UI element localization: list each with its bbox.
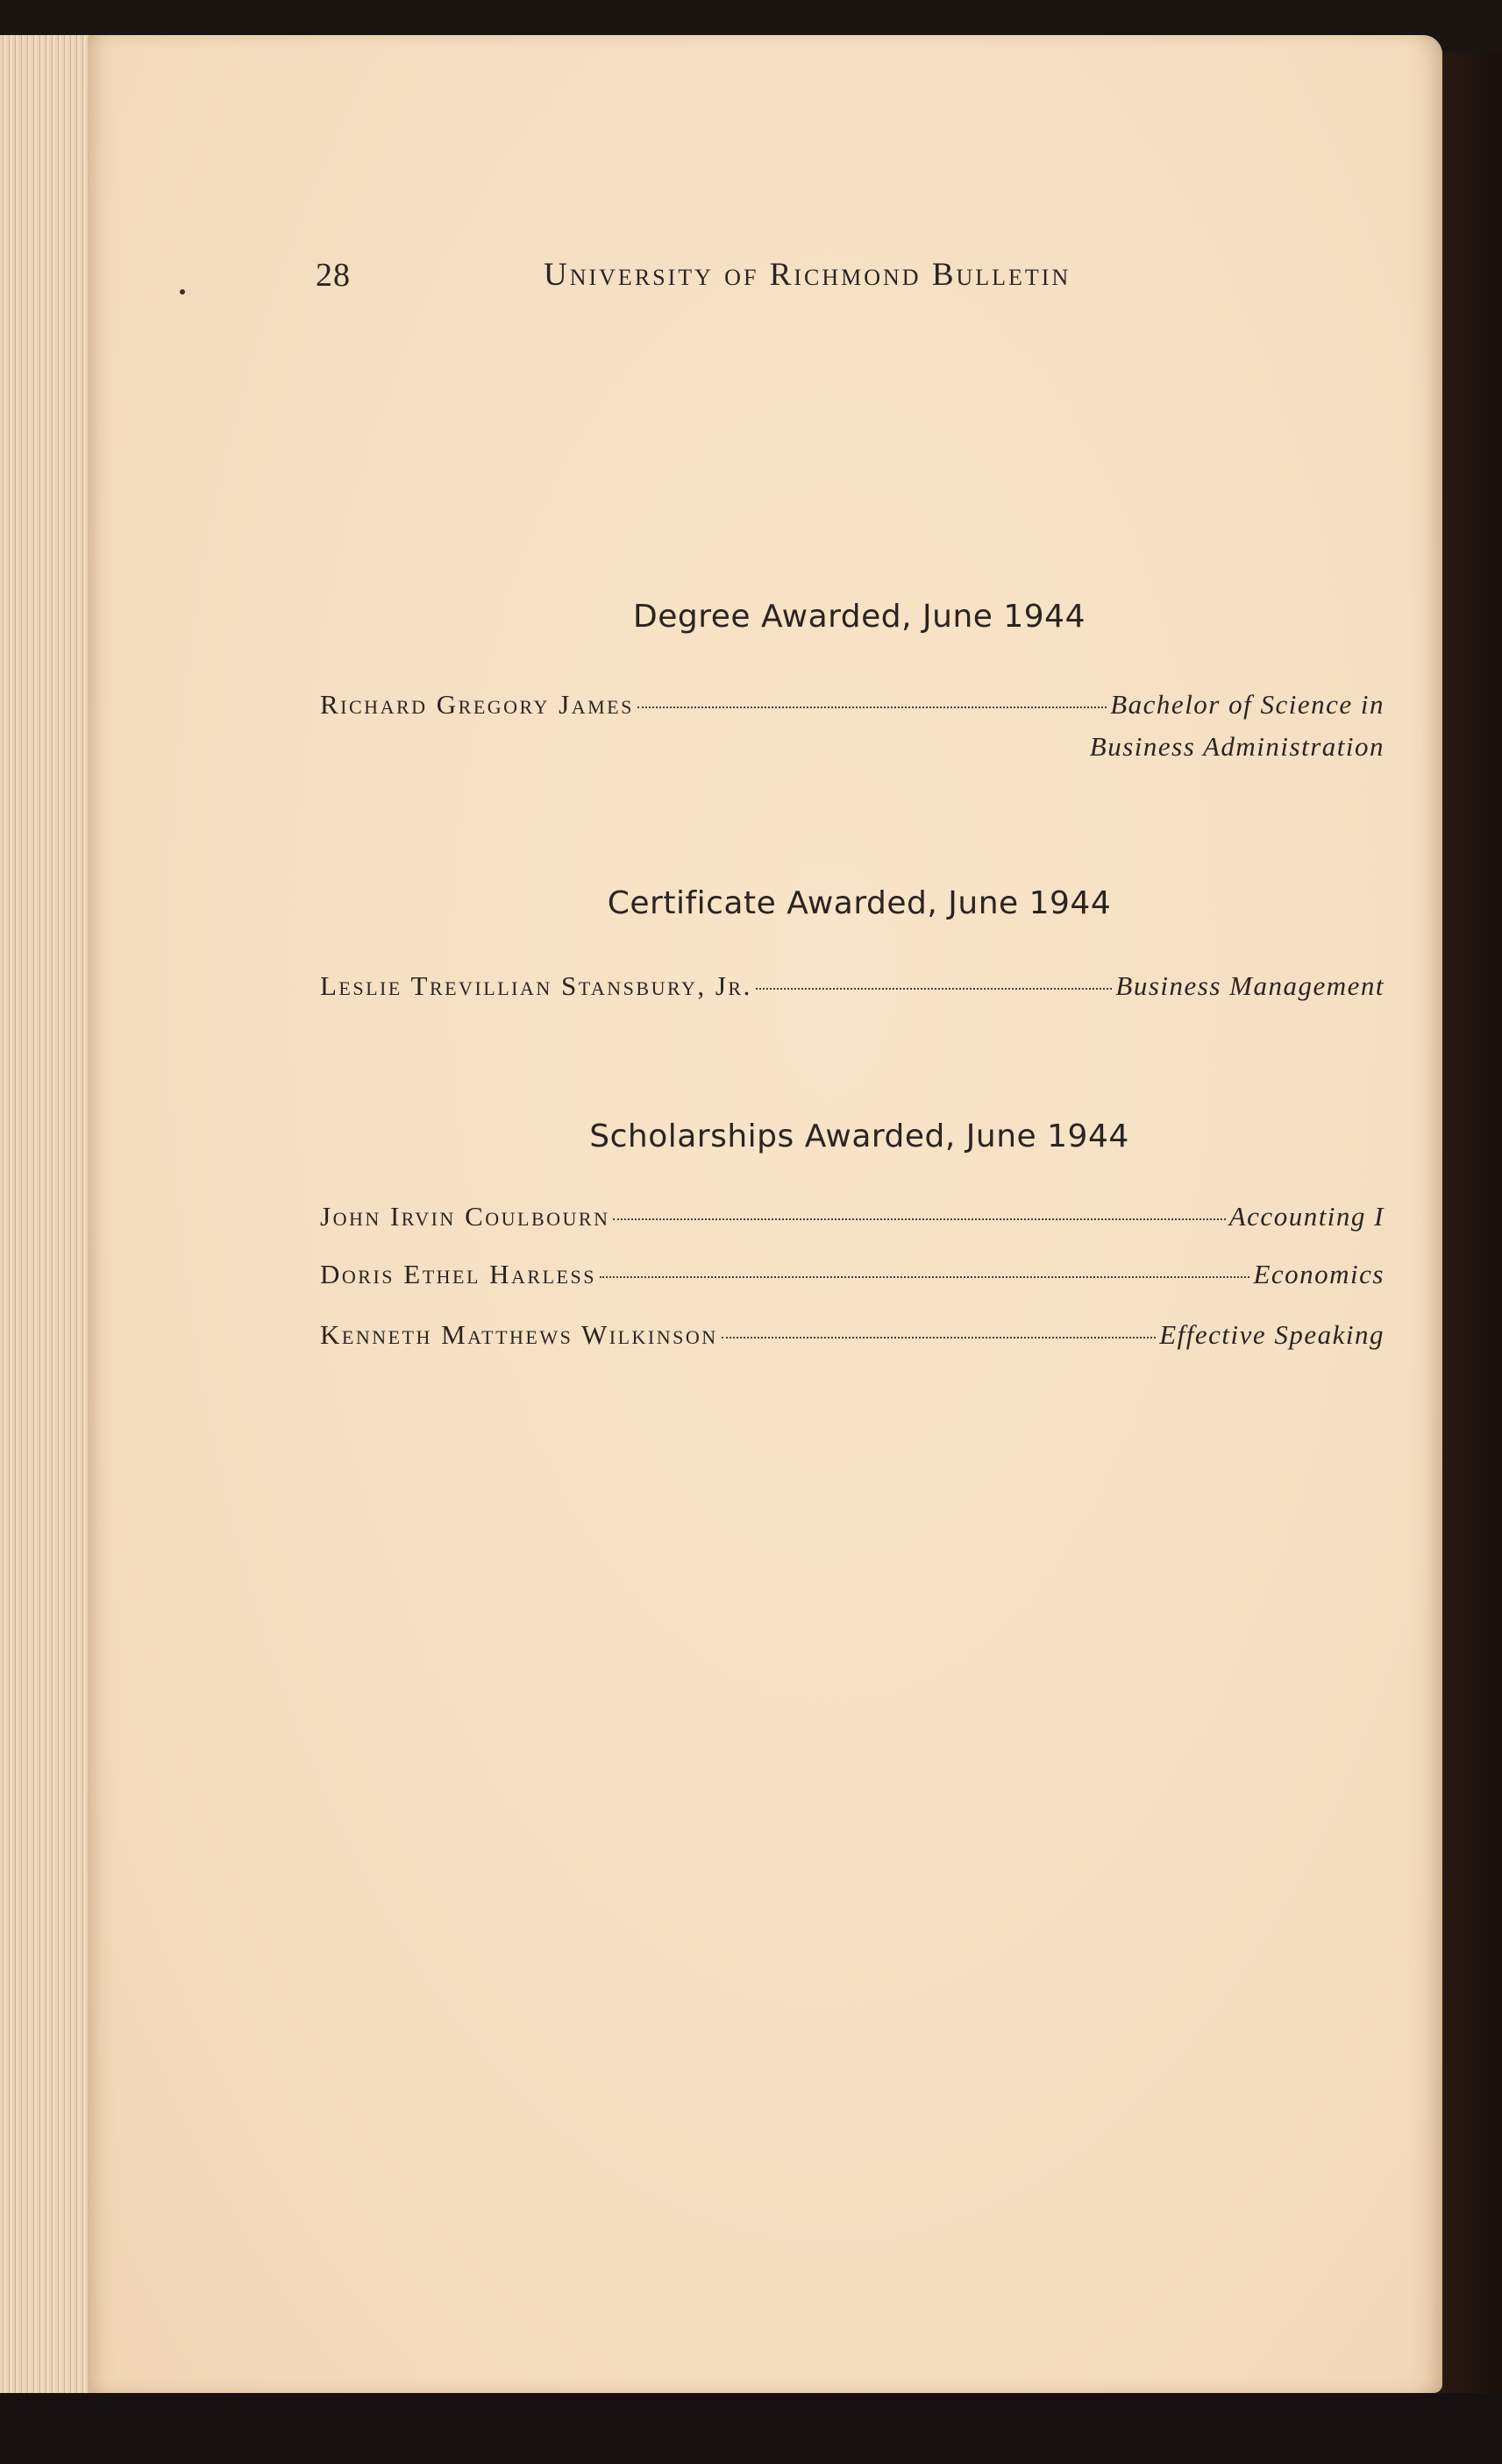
certificate-entry xyxy=(320,970,1385,1009)
degree-entry xyxy=(320,689,1385,728)
degree-section-heading: Degree Awarded, June 1944 xyxy=(632,599,1086,635)
recipient-name: Richard Gregory James xyxy=(320,689,634,720)
page-stack-edges xyxy=(0,35,98,2402)
recipient-name: Kenneth Matthews Wilkinson xyxy=(320,1319,718,1350)
page-number: 28 xyxy=(316,257,351,294)
bulletin-title: University of Richmond Bulletin xyxy=(544,257,1071,293)
recipient-name: John Irvin Coulbourn xyxy=(320,1201,610,1232)
certificate-section-heading: Certificate Awarded, June 1944 xyxy=(607,885,1112,921)
running-header xyxy=(228,256,1228,300)
recipient-name: Doris Ethel Harless xyxy=(320,1259,596,1289)
page-blemish xyxy=(180,289,185,295)
dot-leader xyxy=(722,1337,1157,1339)
dot-leader xyxy=(637,707,1107,708)
award-title-continuation: Business Administration xyxy=(1089,731,1385,762)
scholarship-entry xyxy=(320,1319,1385,1358)
scholarships-section-heading: Scholarships Awarded, June 1944 xyxy=(589,1118,1129,1154)
dot-leader xyxy=(613,1218,1225,1220)
dot-leader xyxy=(600,1276,1250,1278)
scholarship-entry xyxy=(320,1259,1385,1297)
award-title: Economics xyxy=(1253,1259,1385,1289)
scan-background-bottom xyxy=(0,2393,1502,2464)
dot-leader xyxy=(756,988,1113,990)
award-title: Bachelor of Science in xyxy=(1110,689,1385,720)
recipient-name: Leslie Trevillian Stansbury, Jr. xyxy=(320,970,752,1001)
scholarship-entry xyxy=(320,1201,1385,1239)
award-title: Effective Speaking xyxy=(1159,1319,1385,1350)
award-title: Business Management xyxy=(1115,970,1385,1001)
award-title: Accounting I xyxy=(1228,1201,1385,1232)
